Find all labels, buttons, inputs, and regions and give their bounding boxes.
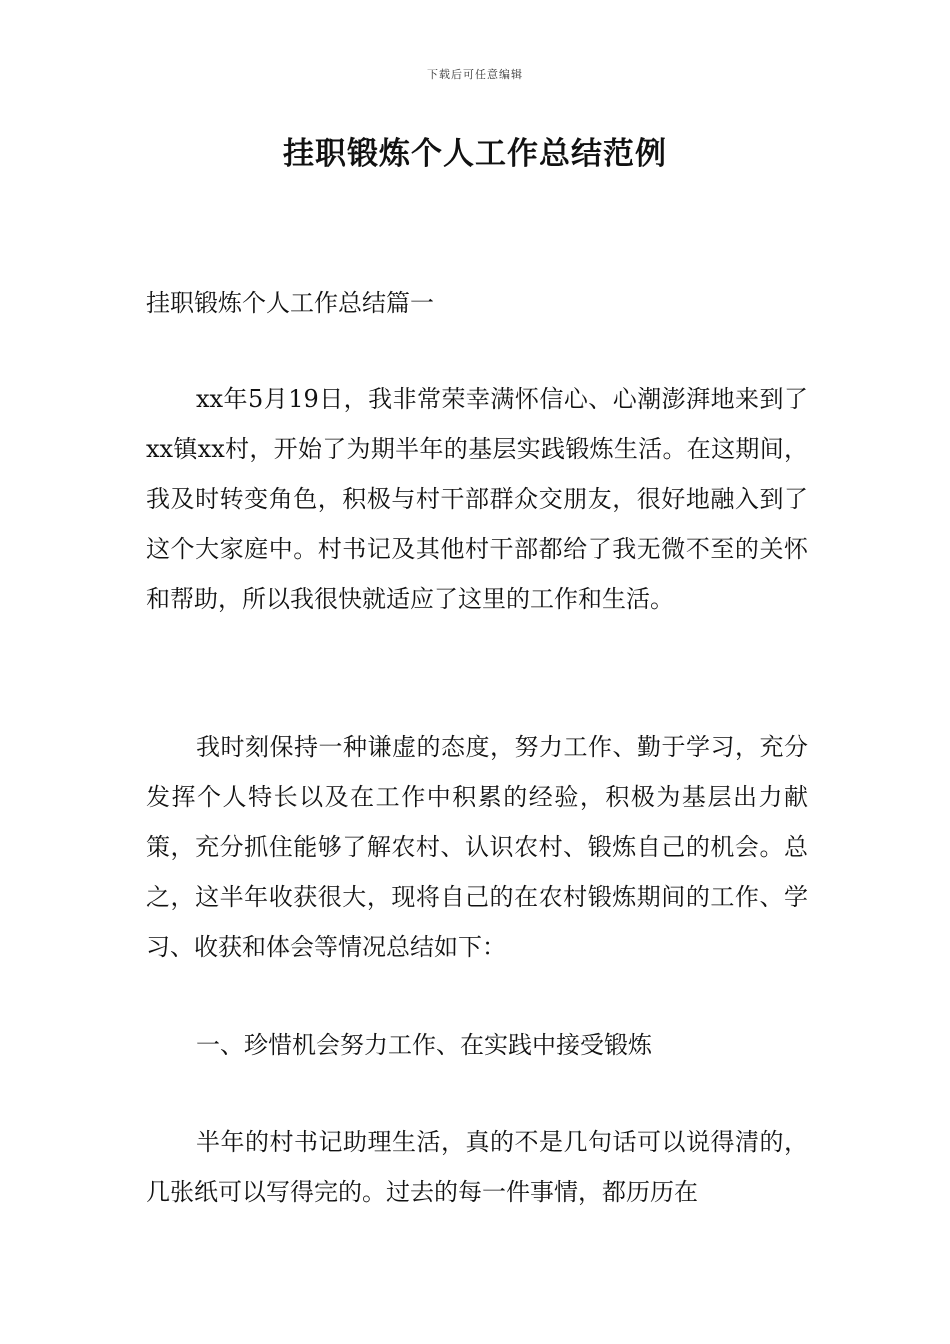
paragraph-2: 我时刻保持一种谦虚的态度，努力工作、勤于学习，充分发挥个人特长以及在工作中积累的经验，积极为基层出力献策，充分抓住能够了解农村、认识农村、锻炼自己的机会。总之，这半年收获很大，现将自己的在农村锻炼期间的工作、学习、收获和体会等情况总结如下： bbox=[146, 733, 808, 961]
header-note: 下载后可任意编辑 bbox=[427, 68, 523, 81]
section-heading: 挂职锻炼个人工作总结篇一 bbox=[146, 289, 434, 317]
paragraph-3: 半年的村书记助理生活，真的不是几句话可以说得清的，几张纸可以写得完的。过去的每一件事情，都历历在 bbox=[146, 1128, 808, 1206]
subsection-heading: 一、珍惜机会努力工作、在实践中接受锻炼 bbox=[196, 1031, 652, 1059]
paragraph-1: xx年5月19日，我非常荣幸满怀信心、心潮澎湃地来到了xx镇xx村，开始了为期半年的基层实践锻炼生活。在这期间，我及时转变角色，积极与村干部群众交朋友，很好地融入到了这个大家庭中。村书记及其他村干部都给了我无微不至的关怀和帮助，所以我很快就适应了这里的工作和生活。 bbox=[146, 385, 808, 613]
document-title: 挂职锻炼个人工作总结范例 bbox=[283, 136, 667, 172]
